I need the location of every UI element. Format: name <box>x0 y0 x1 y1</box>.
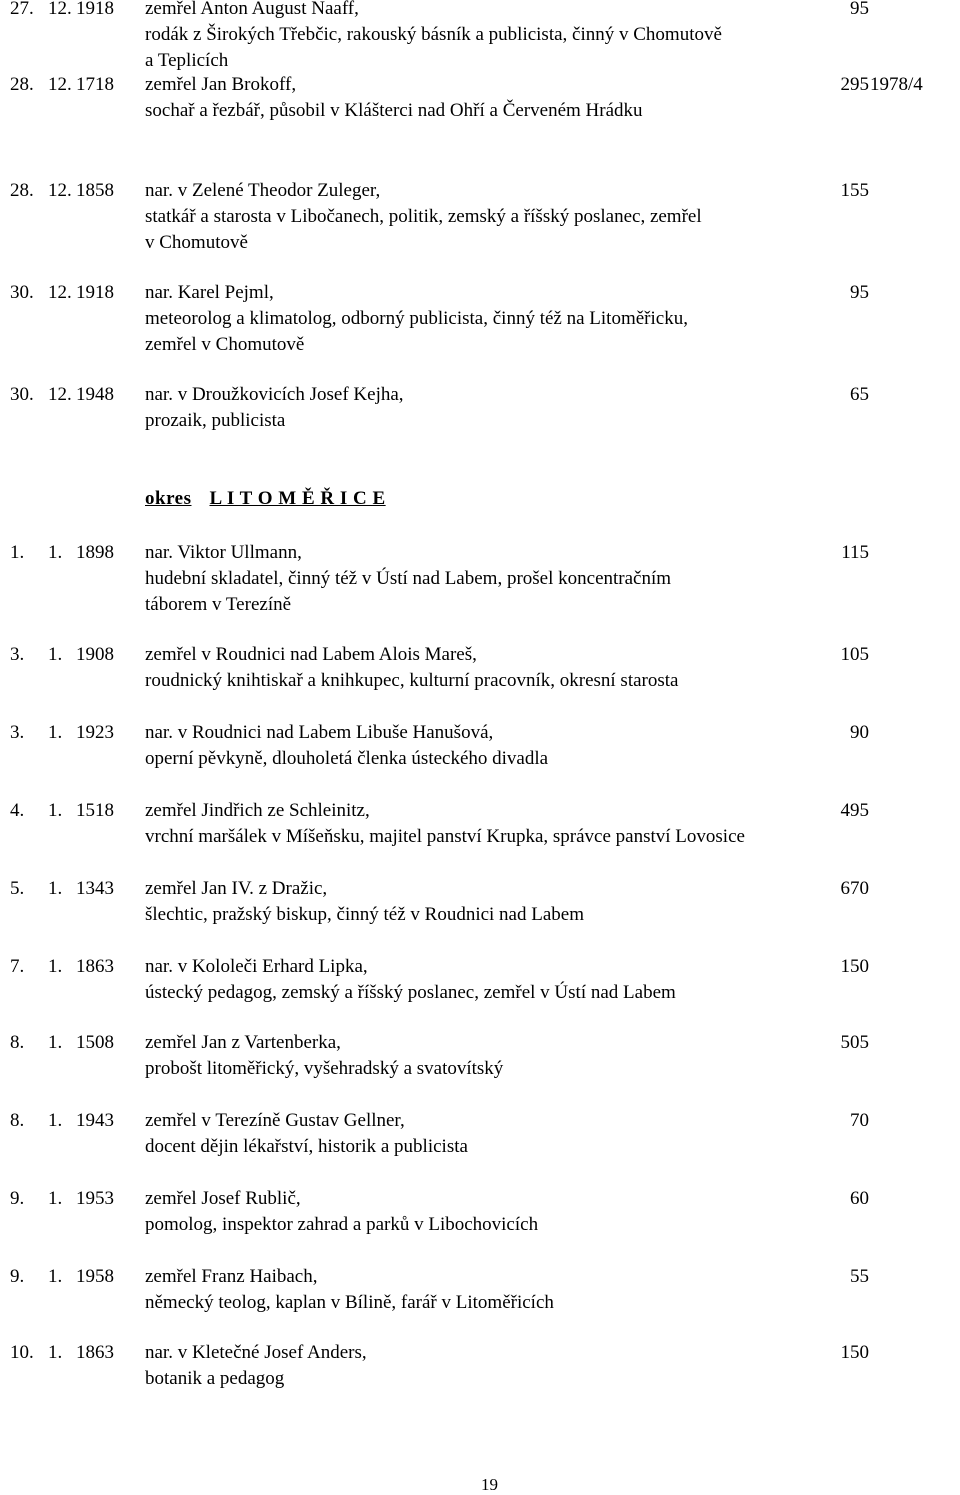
entry-year: 1863 <box>76 1342 114 1363</box>
entry-year: 1858 <box>76 180 114 201</box>
entry-day: 3. <box>10 722 25 743</box>
entry-headline: nar. v Zelené Theodor Zuleger, <box>145 180 381 201</box>
description-line: operní pěvkyně, dlouholetá členka ústeckého divadla <box>145 748 549 769</box>
entry-headline: nar. v Roudnici nad Labem Libuše Hanušová, <box>145 722 494 743</box>
entry-year: 1943 <box>76 1110 114 1131</box>
description-line: a Teplicích <box>145 50 229 71</box>
entry-day: 28. <box>10 74 34 95</box>
entry-number: 150 <box>840 956 869 977</box>
description-line: pomolog, inspektor zahrad a parků v Libochovicích <box>145 1214 539 1235</box>
description-line: meteorolog a klimatolog, odborný publicista, činný též na Litoměřicku, <box>145 308 688 329</box>
entry-month: 1. <box>48 1032 63 1053</box>
entry-description <box>145 1366 865 1392</box>
entry-headline: zemřel Josef Rublič, <box>145 1188 301 1209</box>
entry-description <box>145 566 865 618</box>
entry-number: 95 <box>850 282 869 303</box>
entry-number: 115 <box>841 542 869 563</box>
entry-headline: nar. v Kololeči Erhard Lipka, <box>145 956 368 977</box>
entry-headline: zemřel Jan z Vartenberka, <box>145 1032 341 1053</box>
page-number: 19 <box>481 1475 498 1494</box>
entry-month: 12. <box>48 0 72 19</box>
entry-headline: zemřel Anton August Naaff, <box>145 0 359 19</box>
entry-description <box>145 668 865 694</box>
entry-day: 30. <box>10 282 34 303</box>
section-heading <box>145 488 386 510</box>
entry-description <box>145 902 865 928</box>
entry-description <box>145 408 865 434</box>
entry-reference: 1978/4 <box>870 74 923 95</box>
description-line: prozaik, publicista <box>145 410 286 431</box>
description-line: botanik a pedagog <box>145 1368 285 1389</box>
entry-year: 1518 <box>76 800 114 821</box>
description-line: ústecký pedagog, zemský a říšský poslanec, zemřel v Ústí nad Labem <box>145 982 676 1003</box>
entry-description <box>145 98 865 124</box>
entry-month: 1. <box>48 1266 63 1287</box>
entry-number: 55 <box>850 1266 869 1287</box>
description-line: probošt litoměřický, vyšehradský a svatovítský <box>145 1058 504 1079</box>
entry-year: 1948 <box>76 384 114 405</box>
entry-day: 8. <box>10 1032 25 1053</box>
entry-month: 1. <box>48 1342 63 1363</box>
entry-year: 1343 <box>76 878 114 899</box>
description-line: sochař a řezbář, působil v Klášterci nad Ohří a Červeném Hrádku <box>145 100 643 121</box>
entry-month: 1. <box>48 800 63 821</box>
description-line: hudební skladatel, činný též v Ústí nad Labem, prošel koncentračním <box>145 568 672 589</box>
entry-headline: zemřel Jan IV. z Dražic, <box>145 878 328 899</box>
entry-number: 295 <box>840 74 869 95</box>
entry-day: 8. <box>10 1110 25 1131</box>
entry-number: 70 <box>850 1110 869 1131</box>
entry-month: 1. <box>48 1188 63 1209</box>
entry-description <box>145 1212 865 1238</box>
entry-headline: zemřel v Terezíně Gustav Gellner, <box>145 1110 405 1131</box>
description-line: táborem v Terezíně <box>145 594 292 615</box>
entry-year: 1918 <box>76 0 114 19</box>
entry-number: 65 <box>850 384 869 405</box>
description-line: v Chomutově <box>145 232 248 253</box>
entry-number: 95 <box>850 0 869 19</box>
entry-number: 60 <box>850 1188 869 1209</box>
entry-day: 3. <box>10 644 25 665</box>
entry-number: 150 <box>840 1342 869 1363</box>
entry-day: 4. <box>10 800 25 821</box>
entry-month: 1. <box>48 1110 63 1131</box>
entry-day: 9. <box>10 1266 25 1287</box>
entry-description <box>145 980 865 1006</box>
entry-description <box>145 306 865 358</box>
entry-month: 1. <box>48 878 63 899</box>
entry-day: 27. <box>10 0 34 19</box>
entry-year: 1718 <box>76 74 114 95</box>
entry-day: 1. <box>10 542 25 563</box>
entry-description <box>145 746 865 772</box>
entry-month: 12. <box>48 180 72 201</box>
entry-number: 495 <box>840 800 869 821</box>
entry-year: 1923 <box>76 722 114 743</box>
description-line: roudnický knihtiskař a knihkupec, kulturní pracovník, okresní starosta <box>145 670 679 691</box>
section-name: L I T O M Ě Ř I C E <box>209 488 386 509</box>
entry-headline: zemřel Franz Haibach, <box>145 1266 318 1287</box>
entry-headline: nar. v Kletečné Josef Anders, <box>145 1342 367 1363</box>
entry-month: 12. <box>48 74 72 95</box>
entry-description <box>145 204 865 256</box>
entry-year: 1508 <box>76 1032 114 1053</box>
entry-number: 90 <box>850 722 869 743</box>
description-line: vrchní maršálek v Míšeňsku, majitel panství Krupka, správce panství Lovosice <box>145 826 745 847</box>
entry-description <box>145 1056 865 1082</box>
entry-year: 1863 <box>76 956 114 977</box>
entry-headline: zemřel Jindřich ze Schleinitz, <box>145 800 370 821</box>
entry-headline: zemřel Jan Brokoff, <box>145 74 297 95</box>
entry-day: 28. <box>10 180 34 201</box>
entry-day: 10. <box>10 1342 34 1363</box>
description-line: německý teolog, kaplan v Bílině, farář v Litoměřicích <box>145 1292 554 1313</box>
entry-month: 1. <box>48 644 63 665</box>
entry-day: 7. <box>10 956 25 977</box>
description-line: docent dějin lékařství, historik a publicista <box>145 1136 468 1157</box>
entry-description <box>145 22 865 74</box>
entry-year: 1908 <box>76 644 114 665</box>
entry-year: 1953 <box>76 1188 114 1209</box>
entry-number: 105 <box>840 644 869 665</box>
entry-number: 155 <box>840 180 869 201</box>
entry-description <box>145 824 865 850</box>
entry-year: 1918 <box>76 282 114 303</box>
description-line: rodák z Širokých Třebčic, rakouský básník a publicista, činný v Chomutově <box>145 24 722 45</box>
entry-headline: nar. Karel Pejml, <box>145 282 274 303</box>
section-prefix: okres <box>145 488 192 509</box>
entry-day: 5. <box>10 878 25 899</box>
entry-month: 12. <box>48 384 72 405</box>
entry-month: 1. <box>48 722 63 743</box>
entry-year: 1958 <box>76 1266 114 1287</box>
entry-description <box>145 1134 865 1160</box>
entry-number: 670 <box>840 878 869 899</box>
entry-year: 1898 <box>76 542 114 563</box>
description-line: statkář a starosta v Libočanech, politik, zemský a říšský poslanec, zemřel <box>145 206 702 227</box>
entry-day: 30. <box>10 384 34 405</box>
entry-month: 1. <box>48 956 63 977</box>
entry-day: 9. <box>10 1188 25 1209</box>
entry-headline: nar. v Droužkovicích Josef Kejha, <box>145 384 404 405</box>
entry-description <box>145 1290 865 1316</box>
entry-month: 1. <box>48 542 63 563</box>
entry-number: 505 <box>840 1032 869 1053</box>
entry-month: 12. <box>48 282 72 303</box>
description-line: zemřel v Chomutově <box>145 334 305 355</box>
entry-headline: nar. Viktor Ullmann, <box>145 542 302 563</box>
description-line: šlechtic, pražský biskup, činný též v Roudnici nad Labem <box>145 904 584 925</box>
entry-headline: zemřel v Roudnici nad Labem Alois Mareš, <box>145 644 477 665</box>
